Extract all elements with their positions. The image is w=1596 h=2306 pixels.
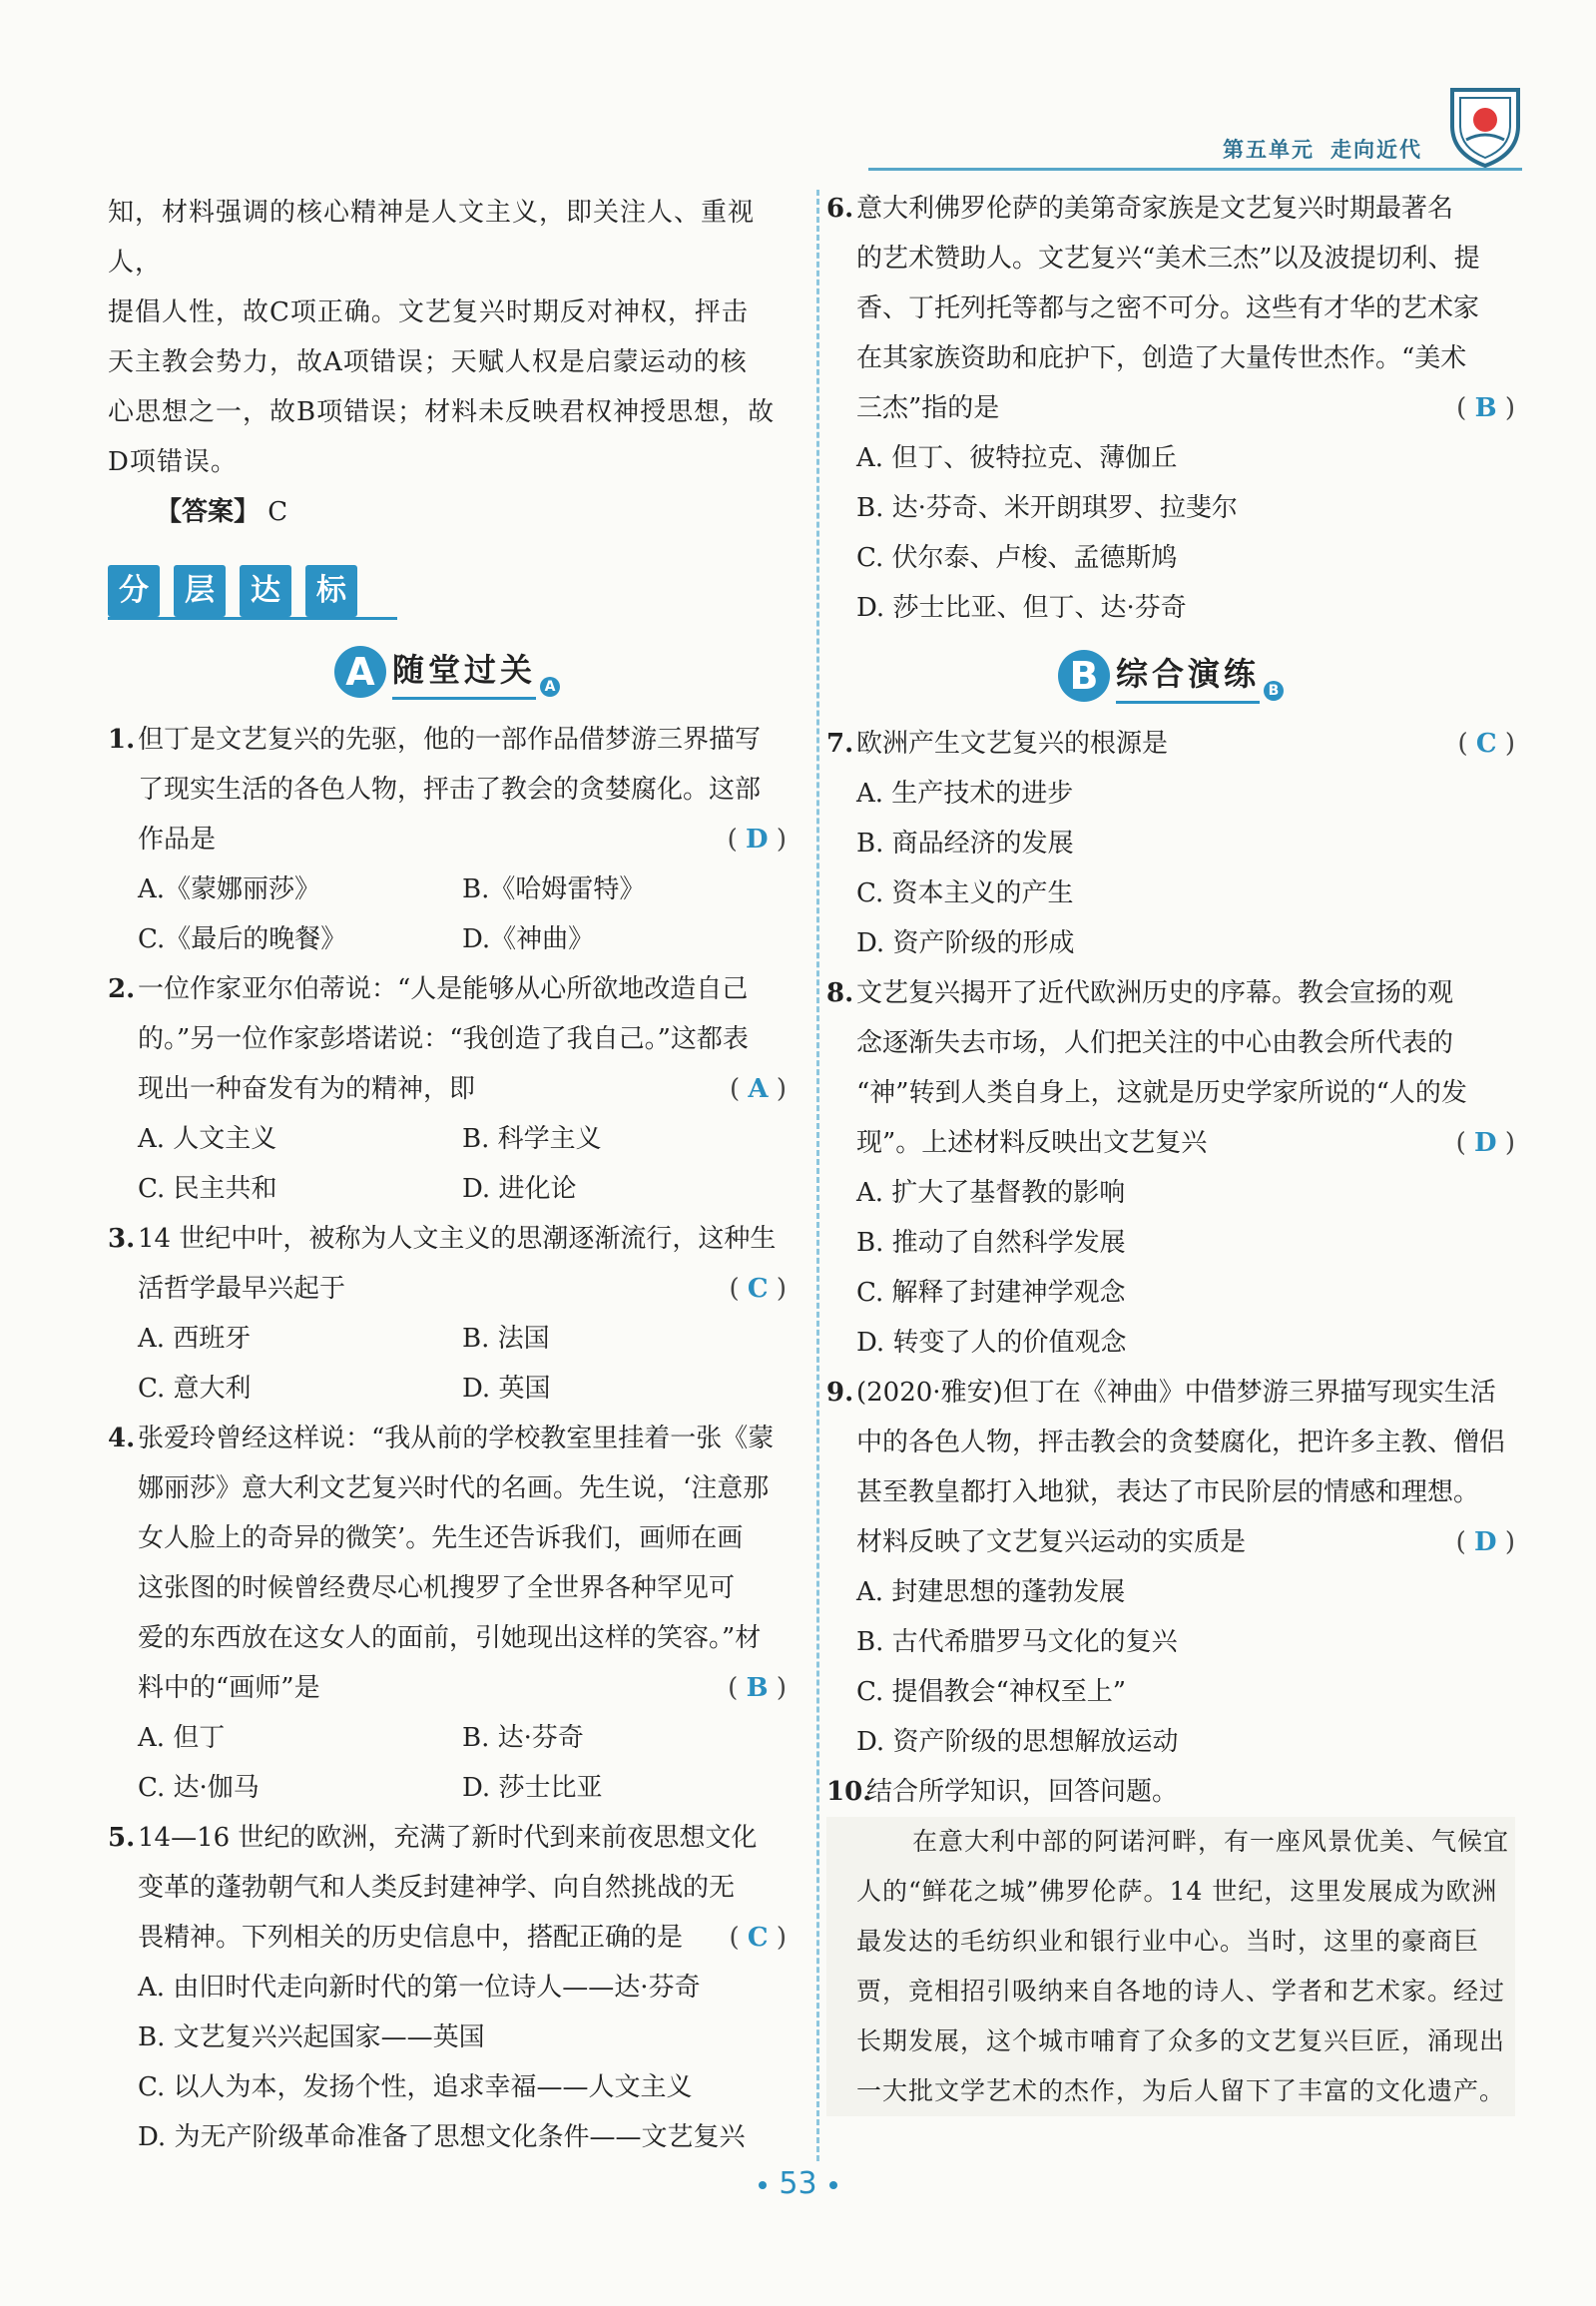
option: A. 西班牙 [138, 1324, 252, 1354]
option: A.《蒙娜丽莎》 [138, 874, 321, 904]
option: B. 推动了自然科学发展 [856, 1228, 1126, 1258]
question-line: 香、丁托列托等都与之密不可分。这些有才华的艺术家 [856, 293, 1480, 323]
option: B. 达·芬奇 [462, 1723, 584, 1753]
option: A. 扩大了基督教的影响 [856, 1178, 1126, 1208]
paren-close: ) [1496, 729, 1515, 759]
question-6 [826, 184, 1515, 433]
option: D. 英国 [462, 1374, 551, 1404]
section-b-heading [826, 641, 1515, 711]
question-9 [826, 1368, 1515, 1567]
header-rule [868, 168, 1522, 171]
options-row [108, 1364, 787, 1414]
question-line: 文艺复兴揭开了近代欧洲历史的序幕。教会宣扬的观 [856, 978, 1454, 1008]
header-unit: 第五单元 [1223, 137, 1315, 162]
answer-paren [729, 1264, 787, 1314]
option: B. 文艺复兴兴起国家——英国 [138, 2022, 485, 2052]
question-last-line [856, 1118, 1515, 1168]
question-line: 材料反映了文艺复兴运动的实质是 [856, 1527, 1247, 1557]
question-line: 畏精神。下列相关的历史信息中，搭配正确的是 [138, 1923, 684, 1953]
banner-char: 层 [174, 565, 226, 617]
option: C. 意大利 [138, 1374, 252, 1404]
option: B. 科学主义 [462, 1124, 602, 1154]
option: B. 商品经济的发展 [856, 829, 1074, 859]
answer-letter: C [747, 1923, 769, 1953]
question-5 [108, 1813, 787, 1963]
question-last-line [138, 1064, 787, 1114]
answer-letter: D [746, 825, 769, 855]
paren-close: ) [1496, 1128, 1515, 1158]
answer-line [108, 487, 787, 537]
question-line: 的。”另一位作家彭塔诺说：“我创造了我自己。”这都表 [138, 1024, 749, 1054]
option: B. 达·芬奇、米开朗琪罗、拉斐尔 [856, 493, 1238, 523]
question-line: 的艺术赞助人。文艺复兴“美术三杰”以及波提切利、提 [856, 244, 1480, 274]
question-1 [108, 715, 787, 865]
question-line: 爱的东西放在这女人的面前，引她现出这样的笑容。”材 [138, 1623, 762, 1653]
question-number: 5. [108, 1823, 136, 1853]
answer-paren [1457, 719, 1515, 769]
question-line: 欧洲产生文艺复兴的根源是 [856, 729, 1169, 759]
question-4 [108, 1414, 787, 1713]
school-crest-icon [1446, 82, 1524, 168]
paren-open: ( [729, 1274, 748, 1304]
paren-open: ( [729, 1074, 749, 1104]
options-row [108, 1164, 787, 1214]
question-line: 女人脸上的奇异的微笑’。先生还告诉我们，画师在画 [138, 1523, 744, 1553]
option: C. 以人为本，发扬个性，追求幸福——人文主义 [138, 2072, 693, 2102]
section-a-letter: A [334, 646, 386, 698]
options-row [108, 1763, 787, 1813]
question-line: 三杰”指的是 [856, 393, 1000, 423]
paren-close: ) [768, 1923, 787, 1953]
option: A. 但丁、彼特拉克、薄伽丘 [856, 443, 1178, 473]
question-line: “神”转到人类自身上，这就是历史学家所说的“人的发 [856, 1078, 1467, 1108]
left-column [108, 188, 787, 2162]
question-number: 8. [826, 978, 854, 1008]
question-line: 娜丽莎》意大利文艺复兴时代的名画。先生说，‘注意那 [138, 1473, 770, 1503]
option: D.《神曲》 [462, 924, 595, 954]
question-line: 14 世纪中叶，被称为人文主义的思潮逐渐流行，这种生 [138, 1224, 777, 1254]
option: A. 人文主义 [138, 1124, 277, 1154]
option: B. 法国 [462, 1324, 550, 1354]
question-line: 料中的“画师”是 [138, 1673, 320, 1703]
option: C. 民主共和 [138, 1174, 277, 1204]
question-line: 在其家族资助和庇护下，创造了大量传世杰作。“美术 [856, 343, 1467, 373]
paren-close: ) [768, 1673, 787, 1703]
question-number: 4. [108, 1424, 136, 1453]
question-number: 7. [826, 729, 854, 759]
dot-icon [759, 2181, 767, 2189]
section-a-tag: A [540, 677, 560, 697]
paren-open: ( [1455, 1527, 1475, 1557]
question-line: 中的各色人物，抨击教会的贪婪腐化，把许多主教、僧侣 [856, 1428, 1506, 1457]
question-line: 14—16 世纪的欧洲，充满了新时代到来前夜思想文化 [138, 1823, 758, 1853]
option: C. 解释了封建神学观念 [856, 1278, 1126, 1308]
option: D. 进化论 [462, 1174, 577, 1204]
question-number: 2. [108, 974, 136, 1004]
analysis-line: 心思想之一，故B项错误；材料未反映君权神授思想，故 [108, 397, 776, 427]
section-b-tag: B [1264, 681, 1284, 701]
option: C. 资本主义的产生 [856, 878, 1074, 908]
option: A. 生产技术的进步 [856, 779, 1074, 809]
answer-paren [1456, 1118, 1515, 1168]
column-divider [816, 190, 819, 2161]
question-line: 念逐渐失去市场，人们把关注的中心由教会所代表的 [856, 1028, 1454, 1058]
paren-close: ) [1496, 393, 1515, 423]
question-last-line [138, 815, 787, 865]
answer-paren [729, 1913, 787, 1963]
answer-paren [1456, 383, 1515, 433]
paren-open: ( [1456, 393, 1475, 423]
page-number-text: 53 [779, 2166, 817, 2201]
answer-letter: D [1474, 1128, 1497, 1158]
paren-close: ) [768, 1274, 787, 1304]
option: A. 但丁 [138, 1723, 226, 1753]
options-row [108, 865, 787, 914]
analysis-line: 提倡人性，故C项正确。文艺复兴时期反对神权，抨击 [108, 297, 749, 327]
question-line: 一位作家亚尔伯蒂说：“人是能够从心所欲地改造自己 [138, 974, 749, 1004]
analysis-text [108, 188, 787, 537]
question-last-line [138, 1663, 787, 1713]
page-number [0, 2166, 1596, 2201]
question-line: 变革的蓬勃朝气和人类反封建神学、向自然挑战的无 [138, 1873, 736, 1903]
question-line: 作品是 [138, 825, 217, 855]
analysis-line: 天主教会势力，故A项错误；天赋人权是启蒙运动的核 [108, 347, 748, 377]
question-line: 结合所学知识，回答问题。 [866, 1777, 1179, 1807]
option: D. 资产阶级的形成 [856, 928, 1075, 958]
dot-icon [829, 2181, 837, 2189]
banner-char: 达 [240, 565, 291, 617]
option: D. 转变了人的价值观念 [856, 1328, 1127, 1358]
answer-letter: C [1475, 729, 1497, 759]
reading-passage: 在意大利中部的阿诺河畔，有一座风景优美、气候宜人的“鲜花之城”佛罗伦萨。14 世纪，这里发展成为欧洲最发达的毛纺织业和银行业中心。当时，这里的豪商巨贾，竞相招引吸纳来自各地的诗人、学者和艺术家。经过长期发展，这个城市哺育了众多的文艺复兴巨匠，涌现出一大批文学艺术的杰作，为后人留下了丰富的文化遗产。 [826, 1817, 1515, 2116]
paren-close: ) [1496, 1527, 1515, 1557]
paren-open: ( [727, 825, 747, 855]
answer-letter: C [747, 1274, 769, 1304]
paren-open: ( [1455, 1128, 1475, 1158]
question-3 [108, 1214, 787, 1314]
right-column [826, 184, 1515, 2116]
running-header [1223, 134, 1422, 164]
question-line: 意大利佛罗伦萨的美第奇家族是文艺复兴时期最著名 [856, 194, 1454, 224]
option: C.《最后的晚餐》 [138, 924, 347, 954]
option: C. 伏尔泰、卢梭、孟德斯鸠 [856, 543, 1178, 573]
answer-paren [1456, 1517, 1515, 1567]
answer-paren [730, 1064, 787, 1114]
option: D. 莎士比亚 [462, 1773, 603, 1803]
question-number: 6. [826, 194, 854, 224]
answer-letter: B [746, 1673, 769, 1703]
answer-label: 【答案】 [156, 497, 261, 527]
option: A. 由旧时代走向新时代的第一位诗人——达·芬奇 [138, 1973, 701, 2003]
section-b-letter: B [1058, 650, 1110, 702]
section-a-heading [108, 637, 787, 707]
banner-underline [108, 617, 397, 620]
question-line: 了现实生活的各色人物，抨击了教会的贪婪腐化。这部 [138, 775, 762, 805]
option: A. 封建思想的蓬勃发展 [856, 1577, 1126, 1607]
option: C. 提倡教会“神权至上” [856, 1677, 1127, 1707]
question-last-line [138, 1913, 787, 1963]
answer-letter: A [748, 1074, 769, 1104]
option: B.《哈姆雷特》 [462, 874, 646, 904]
question-last-line [138, 1264, 787, 1314]
paren-open: ( [728, 1673, 747, 1703]
analysis-line: 知，材料强调的核心精神是人文主义，即关注人、重视人， [108, 198, 756, 278]
answer-value: C [267, 497, 288, 527]
question-line: 活哲学最早兴起于 [138, 1274, 346, 1304]
answer-letter: B [1474, 393, 1497, 423]
question-2 [108, 964, 787, 1114]
question-line: 但丁是文艺复兴的先驱，他的一部作品借梦游三界描写 [138, 725, 762, 755]
options-row [108, 914, 787, 964]
question-8 [826, 968, 1515, 1168]
question-line: 这张图的时候曾经费尽心机搜罗了全世界各种罕见可 [138, 1573, 736, 1603]
options-row [108, 1114, 787, 1164]
question-line: 甚至教皇都打入地狱，表达了市民阶层的情感和理想。 [856, 1477, 1480, 1507]
section-banner [108, 565, 787, 625]
question-last-line [856, 1517, 1515, 1567]
options-row [108, 1314, 787, 1364]
paren-close: ) [768, 1074, 787, 1104]
question-10 [826, 1767, 1515, 1817]
option: D. 资产阶级的思想解放运动 [856, 1727, 1179, 1757]
analysis-line: D项错误。 [108, 447, 238, 477]
paren-open: ( [729, 1923, 748, 1953]
paren-close: ) [768, 825, 787, 855]
section-a-title: 随堂过关 [392, 645, 536, 700]
question-number: 3. [108, 1224, 136, 1254]
question-number: 10. [826, 1777, 872, 1807]
header-topic: 走向近代 [1330, 137, 1422, 162]
question-line: 现”。上述材料反映出文艺复兴 [856, 1128, 1208, 1158]
answer-paren [728, 1663, 787, 1713]
question-line: 现出一种奋发有为的精神，即 [138, 1074, 476, 1104]
option: C. 达·伽马 [138, 1773, 260, 1803]
answer-letter: D [1474, 1527, 1497, 1557]
question-line: 张爱玲曾经这样说：“我从前的学校教室里挂着一张《蒙 [138, 1424, 775, 1453]
question-last-line [856, 383, 1515, 433]
option: B. 古代希腊罗马文化的复兴 [856, 1627, 1178, 1657]
banner-char: 标 [305, 565, 357, 617]
paren-open: ( [1457, 729, 1476, 759]
section-b-title: 综合演练 [1116, 649, 1260, 704]
options-row [108, 1713, 787, 1763]
option: D. 莎士比亚、但丁、达·芬奇 [856, 593, 1187, 623]
question-7 [826, 719, 1515, 769]
question-number: 9. [826, 1378, 854, 1408]
banner-char: 分 [108, 565, 160, 617]
question-number: 1. [108, 725, 136, 755]
question-line: (2020·雅安)但丁在《神曲》中借梦游三界描写现实生活 [856, 1378, 1496, 1408]
question-last-line [856, 719, 1515, 769]
option: D. 为无产阶级革命准备了思想文化条件——文艺复兴 [138, 2122, 746, 2152]
answer-paren [728, 815, 787, 865]
